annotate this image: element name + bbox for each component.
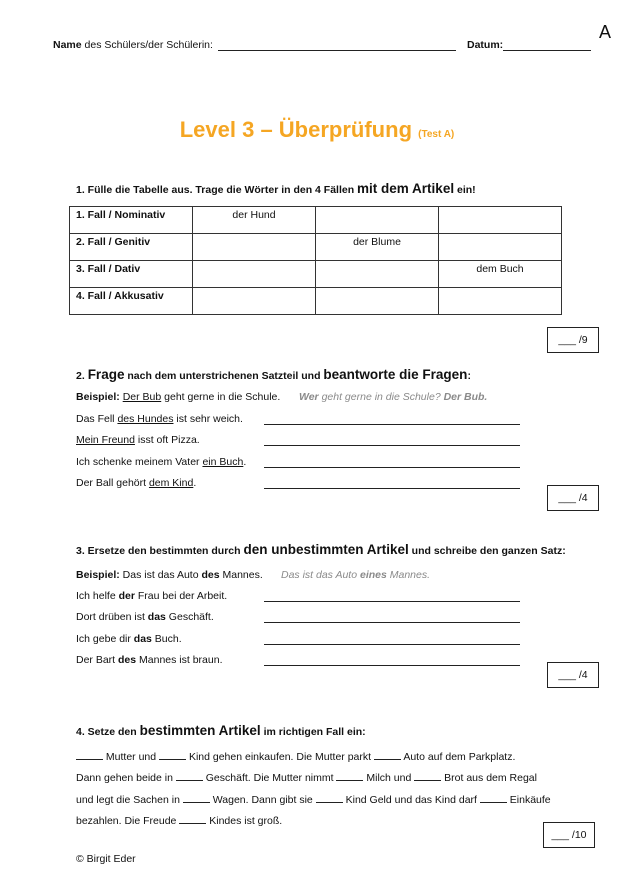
item-post: Mannes ist braun.: [136, 654, 223, 666]
item-post: Geschäft.: [165, 611, 214, 623]
cloze-text: Brot aus dem Regal: [441, 772, 537, 784]
task2-heading-a: 2.: [76, 370, 88, 382]
cloze-text: Wagen. Dann gibt sie: [209, 794, 316, 806]
task3-item: [76, 611, 214, 623]
task3-example-answer: [281, 569, 430, 581]
item-pre: Dort drüben ist: [76, 611, 148, 623]
cloze-line: [76, 792, 551, 806]
task3-heading: [76, 542, 566, 557]
item-post: Frau bei der Arbeit.: [134, 590, 228, 602]
example-underlined: Der Bub: [122, 391, 162, 403]
cloze-text: Mutter und: [103, 751, 160, 763]
answer-line[interactable]: [264, 622, 520, 623]
task1-score-box[interactable]: ___ /9: [547, 327, 599, 353]
example-label: Beispiel:: [76, 569, 120, 581]
table-cell[interactable]: [316, 207, 439, 234]
student-name-label: [53, 39, 213, 51]
task1-heading: [76, 181, 476, 196]
task2-score-box[interactable]: ___ /4: [547, 485, 599, 511]
task3-heading-a: 3. Ersetze den bestimmten durch: [76, 545, 244, 557]
table-row: [70, 261, 562, 288]
answer-line[interactable]: [264, 488, 520, 489]
task2-heading-c: :: [467, 370, 471, 382]
date-input-line[interactable]: [503, 50, 591, 51]
page-title: [0, 117, 634, 143]
cloze-line: [76, 770, 537, 784]
table-cell[interactable]: der Hund: [193, 207, 316, 234]
name-bold: Name: [53, 39, 82, 51]
table-cell[interactable]: dem Buch: [439, 261, 562, 288]
cloze-text: und legt die Sachen in: [76, 794, 183, 806]
cloze-blank[interactable]: [76, 749, 103, 760]
cloze-blank[interactable]: [159, 749, 186, 760]
task3-example: [76, 569, 263, 581]
answer-line[interactable]: [264, 665, 520, 666]
item-post: isst oft Pizza.: [134, 434, 200, 446]
title-main: Level 3 – Überprüfung: [179, 117, 413, 142]
cloze-blank[interactable]: [336, 770, 363, 781]
example-bold: des: [201, 569, 220, 581]
task4-heading-b: im richtigen Fall ein:: [260, 726, 366, 738]
cloze-text: Kindes ist groß.: [206, 815, 283, 827]
task2-heading: [76, 367, 471, 382]
date-label: Datum:: [467, 39, 504, 51]
task2-item: [76, 434, 200, 446]
cloze-text: Kind gehen einkaufen. Die Mutter parkt: [186, 751, 374, 763]
cloze-text: bezahlen. Die Freude: [76, 815, 180, 827]
table-cell[interactable]: [439, 234, 562, 261]
answer-line[interactable]: [264, 601, 520, 602]
item-underlined: Mein Freund: [76, 434, 135, 446]
task1-heading-big: mit dem Artikel: [357, 181, 455, 196]
cloze-text: Geschäft. Die Mutter nimmt: [202, 772, 337, 784]
case-label: 2. Fall / Genitiv: [70, 234, 193, 261]
cloze-blank[interactable]: [183, 792, 210, 803]
cloze-blank[interactable]: [176, 770, 203, 781]
cloze-blank[interactable]: [179, 813, 206, 824]
task2-heading-b: nach dem unterstrichenen Satzteil und: [124, 370, 324, 382]
task2-item: [76, 456, 246, 468]
name-input-line[interactable]: [218, 50, 456, 51]
task2-item: [76, 477, 196, 489]
item-pre: Der Bart: [76, 654, 119, 666]
cloze-blank[interactable]: [316, 792, 343, 803]
case-table: [69, 206, 562, 315]
task3-item: [76, 590, 227, 602]
answer-line[interactable]: [264, 467, 520, 468]
cloze-line: [76, 813, 282, 827]
task4-heading: [76, 723, 366, 738]
task2-heading-big2: beantworte die Fragen: [323, 367, 468, 382]
task1-heading-a: 1. Fülle die Tabelle aus. Trage die Wörter in den 4 Fällen: [76, 184, 358, 196]
item-pre: Ich gebe dir: [76, 633, 134, 645]
table-cell[interactable]: [193, 261, 316, 288]
case-label: 3. Fall / Dativ: [70, 261, 193, 288]
example-answer-b: eines: [359, 569, 387, 581]
item-post: Buch.: [151, 633, 182, 645]
item-pre: Ich helfe: [76, 590, 119, 602]
table-cell[interactable]: [316, 261, 439, 288]
example-answer-c: Der Bub.: [443, 391, 488, 403]
item-bold: der: [118, 590, 135, 602]
item-underlined: des Hundes: [117, 413, 174, 425]
task3-heading-big: den unbestimmten Artikel: [243, 542, 409, 557]
example-answer-a: Das ist das Auto: [281, 569, 360, 581]
task3-item: [76, 633, 182, 645]
task4-heading-big: bestimmten Artikel: [139, 723, 261, 738]
example-rest: geht gerne in die Schule.: [161, 391, 281, 403]
task4-heading-a: 4. Setze den: [76, 726, 140, 738]
task2-item: [76, 413, 243, 425]
item-bold: das: [147, 611, 166, 623]
task3-item: [76, 654, 223, 666]
item-post: .: [193, 477, 197, 489]
cloze-text: Milch und: [363, 772, 415, 784]
table-row: [70, 288, 562, 315]
answer-line[interactable]: [264, 424, 520, 425]
example-answer-b: geht gerne in die Schule?: [318, 391, 444, 403]
item-pre: Ich schenke meinem Vater: [76, 456, 203, 468]
table-cell[interactable]: [316, 288, 439, 315]
cloze-text: Kind Geld und das Kind darf: [342, 794, 480, 806]
table-cell[interactable]: [193, 234, 316, 261]
version-letter: A: [599, 22, 612, 42]
cloze-blank[interactable]: [414, 770, 441, 781]
table-cell[interactable]: der Blume: [316, 234, 439, 261]
item-pre: Das Fell: [76, 413, 118, 425]
example-post: Mannes.: [219, 569, 263, 581]
item-pre: Der Ball gehört: [76, 477, 149, 489]
table-row: [70, 234, 562, 261]
example-answer-c: Mannes.: [386, 569, 431, 581]
table-cell[interactable]: [439, 288, 562, 315]
task2-example-answer: [299, 391, 487, 403]
example-pre: Das ist das Auto: [119, 569, 202, 581]
task4-score-box[interactable]: ___ /10: [543, 822, 595, 848]
cloze-text: Auto auf dem Parkplatz.: [400, 751, 516, 763]
cloze-blank[interactable]: [480, 792, 507, 803]
name-rest: des Schülers/der Schülerin:: [81, 39, 213, 51]
task3-score-box[interactable]: ___ /4: [547, 662, 599, 688]
cloze-line: [76, 749, 515, 763]
task1-heading-b: ein!: [454, 184, 476, 196]
case-label: 4. Fall / Akkusativ: [70, 288, 193, 315]
cloze-text: Einkäufe: [506, 794, 551, 806]
cloze-blank[interactable]: [374, 749, 401, 760]
table-row: [70, 207, 562, 234]
cloze-text: Dann gehen beide in: [76, 772, 176, 784]
table-cell[interactable]: [439, 207, 562, 234]
task2-heading-big1: Frage: [87, 367, 125, 382]
task3-heading-b: und schreibe den ganzen Satz:: [408, 545, 566, 557]
example-label: Beispiel:: [76, 391, 120, 403]
item-underlined: ein Buch: [202, 456, 244, 468]
item-bold: des: [118, 654, 137, 666]
copyright: © Birgit Eder: [76, 853, 136, 865]
item-post: ist sehr weich.: [173, 413, 243, 425]
item-post: .: [243, 456, 247, 468]
case-label: 1. Fall / Nominativ: [70, 207, 193, 234]
item-bold: das: [133, 633, 152, 645]
answer-line[interactable]: [264, 445, 520, 446]
table-cell[interactable]: [193, 288, 316, 315]
answer-line[interactable]: [264, 644, 520, 645]
task2-example: [76, 391, 280, 403]
example-answer-a: Wer: [299, 391, 319, 403]
title-sub: (Test A): [418, 129, 455, 140]
item-underlined: dem Kind: [148, 477, 194, 489]
